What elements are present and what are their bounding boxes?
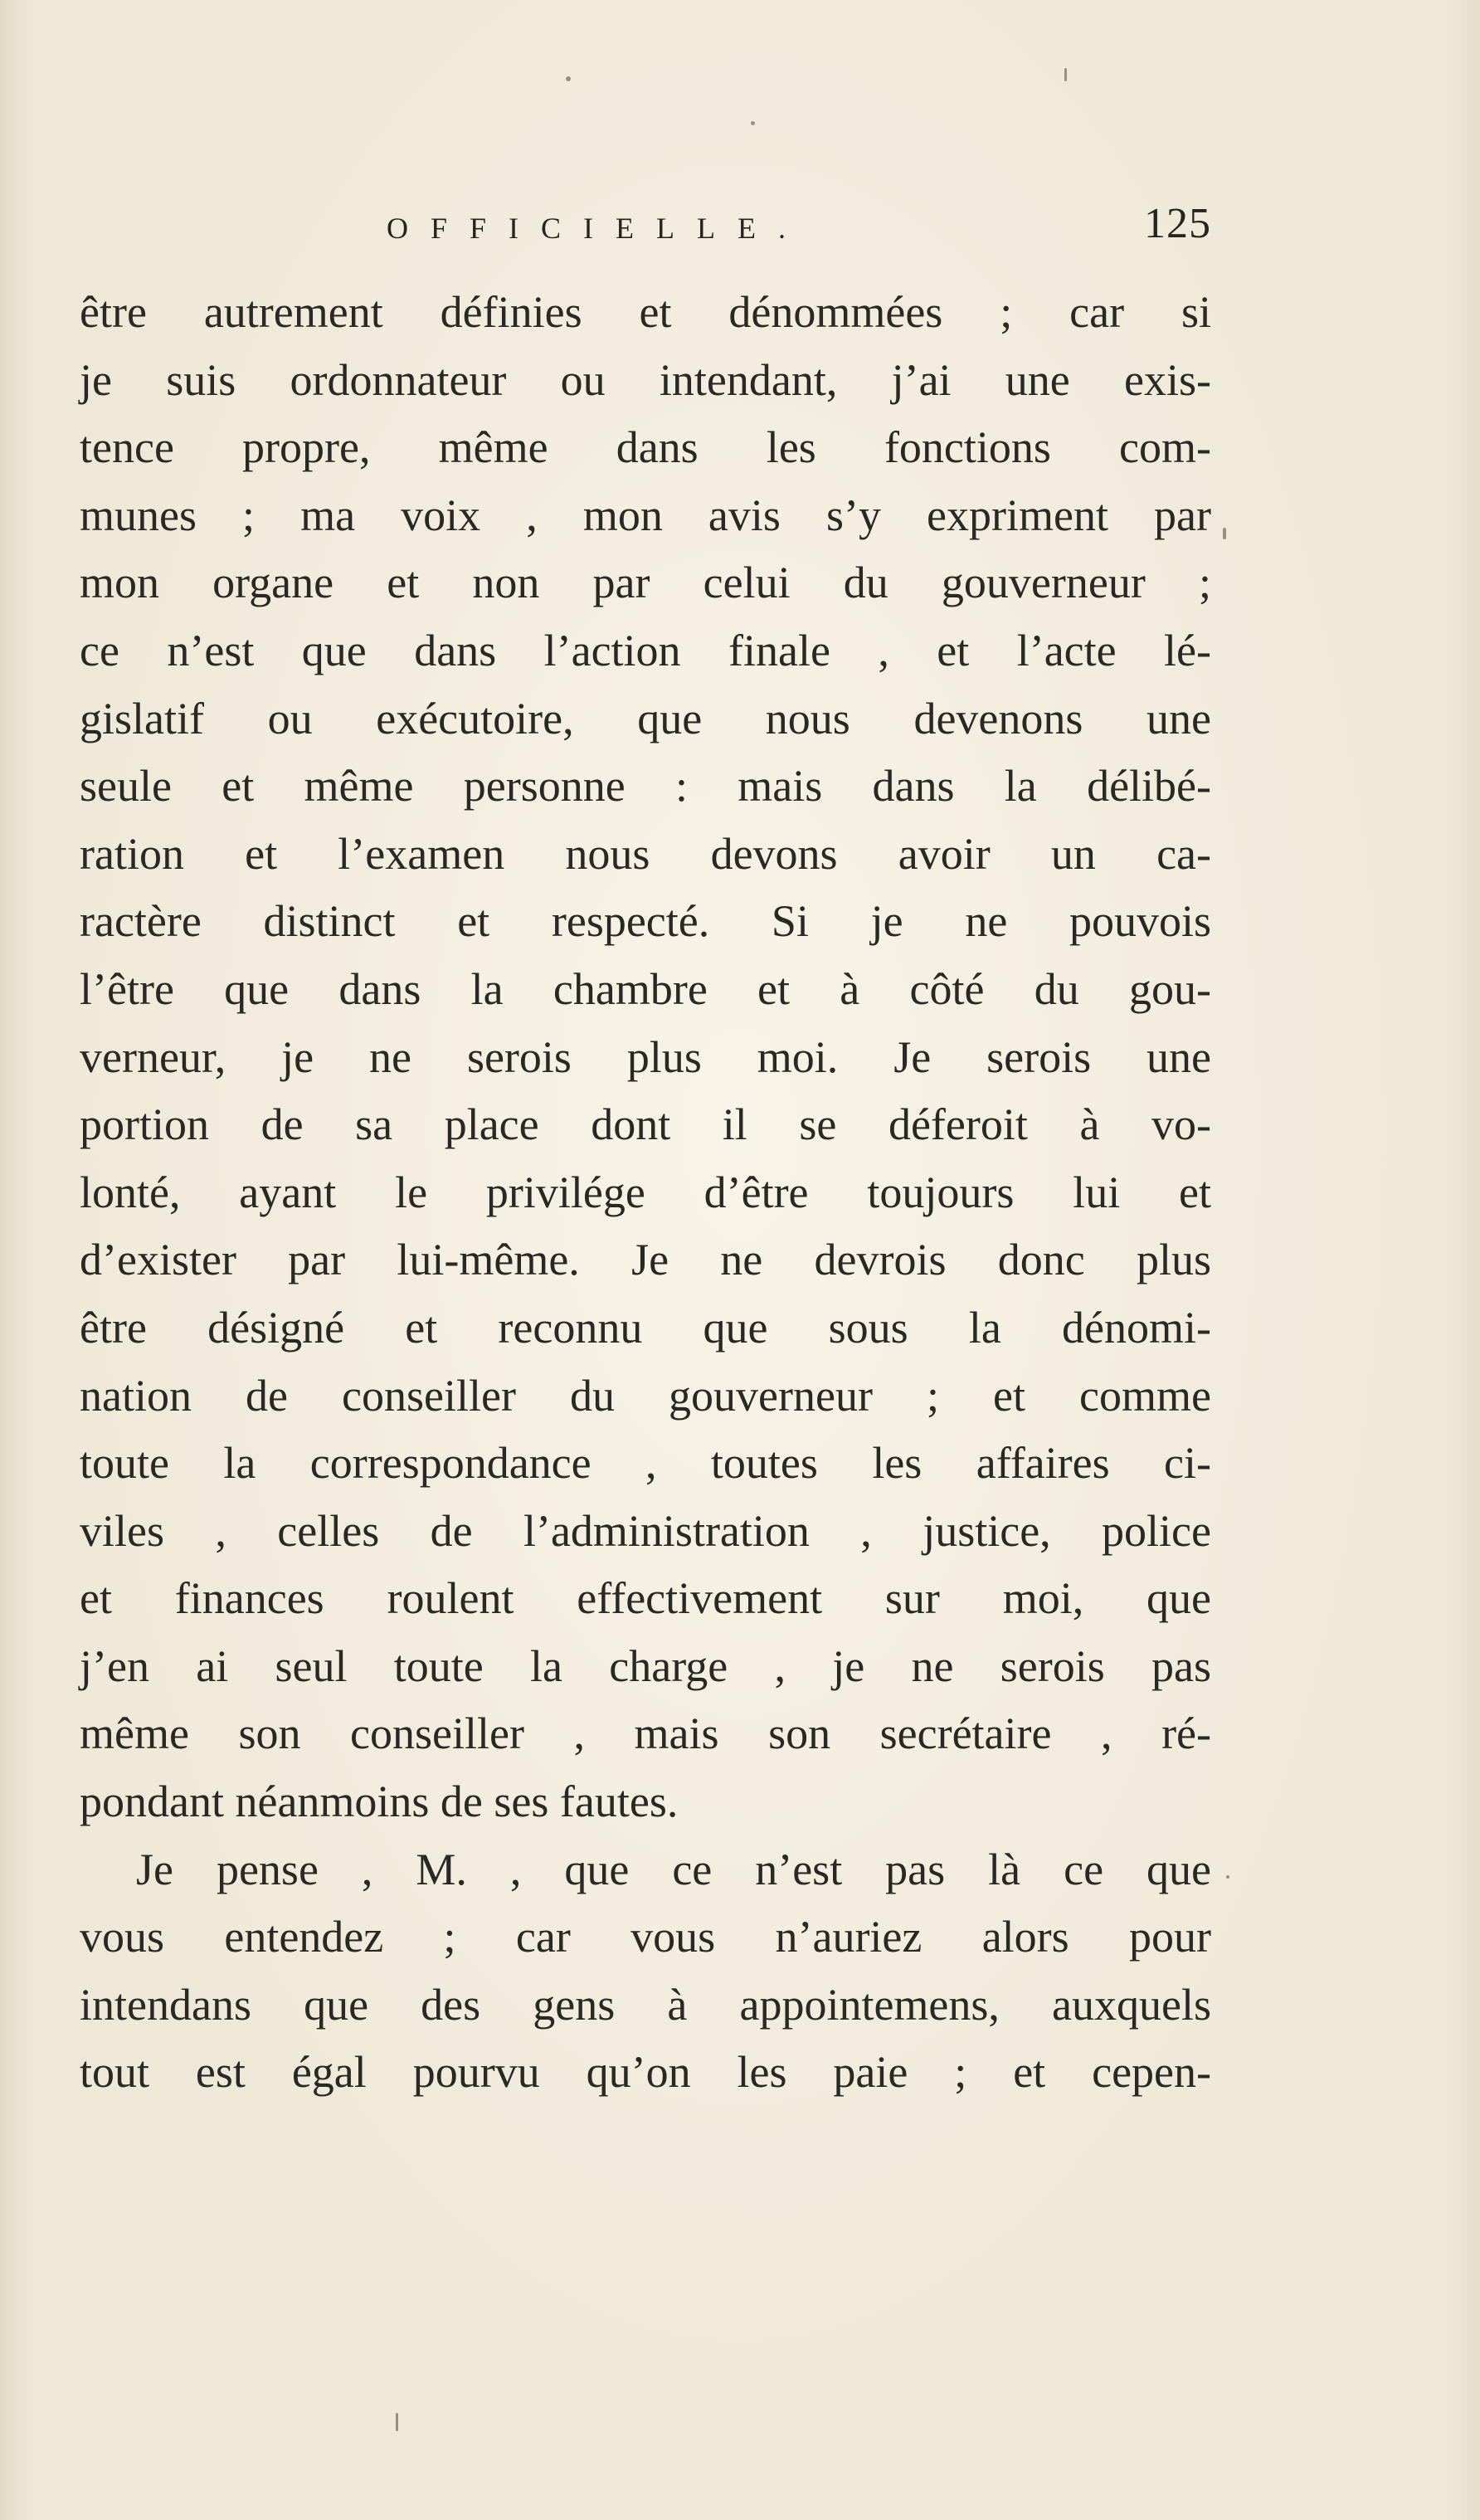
running-title: OFFICIELLE. [387, 212, 808, 245]
text-line: verneur, je ne serois plus moi. Je serois une [80, 1031, 1211, 1082]
text-line: lonté, ayant le privilége d’être toujours lui et [80, 1167, 1211, 1217]
ink-speck [1226, 1875, 1229, 1879]
ink-speck [1064, 68, 1067, 81]
text-line: nation de conseiller du gouverneur ; et comme [80, 1370, 1211, 1421]
text-line: mon organe et non par celui du gouverneur ; [80, 558, 1211, 608]
ink-speck [751, 121, 755, 125]
text-line: l’être que dans la chambre et à côté du gou- [80, 963, 1211, 1014]
text-line: tence propre, même dans les fonctions com- [80, 422, 1211, 473]
text-line: et finances roulent effectivement sur moi, que [80, 1573, 1211, 1624]
text-line: toute la correspondance , toutes les affaires ci- [80, 1438, 1211, 1489]
text-line: j’en ai seul toute la charge , je ne serois pas [80, 1640, 1211, 1691]
paragraph-end-line: pondant néanmoins de ses fautes. [80, 1777, 679, 1827]
text-line: ce n’est que dans l’action finale , et l’acte lé- [80, 625, 1211, 675]
text-line: être autrement définies et dénommées ; car si [80, 287, 1211, 337]
paragraph-start-line: Je pense , M. , que ce n’est pas là ce que [136, 1844, 1211, 1894]
text-line: d’exister par lui-même. Je ne devrois donc plus [80, 1235, 1211, 1285]
text-line: seule et même personne : mais dans la délibé- [80, 761, 1211, 812]
body-text [80, 279, 1211, 2107]
ink-speck [566, 76, 571, 81]
text-line: tout est égal pourvu qu’on les paie ; et cepen- [80, 2047, 1211, 2098]
text-line: je suis ordonnateur ou intendant, j’ai une exis- [80, 354, 1211, 405]
text-line: intendans que des gens à appointemens, auxquels [80, 1979, 1211, 2030]
text-line: viles , celles de l’administration , justice, police [80, 1505, 1211, 1556]
text-line: même son conseiller , mais son secrétaire , ré- [80, 1708, 1211, 1759]
text-line: gislatif ou exécutoire, que nous devenons une [80, 693, 1211, 743]
page-header [80, 193, 1211, 259]
text-line: munes ; ma voix , mon avis s’y expriment par [80, 490, 1211, 540]
text-line: vous entendez ; car vous n’auriez alors pour [80, 1912, 1211, 1962]
text-line: ractère distinct et respecté. Si je ne pouvois [80, 896, 1211, 947]
ink-speck [1223, 528, 1226, 539]
page-number: 125 [1144, 200, 1211, 247]
text-line: être désigné et reconnu que sous la dénomi- [80, 1302, 1211, 1353]
text-line: ration et l’examen nous devons avoir un ca- [80, 828, 1211, 879]
ink-speck [396, 2413, 398, 2431]
text-line: portion de sa place dont il se déferoit à vo- [80, 1099, 1211, 1150]
